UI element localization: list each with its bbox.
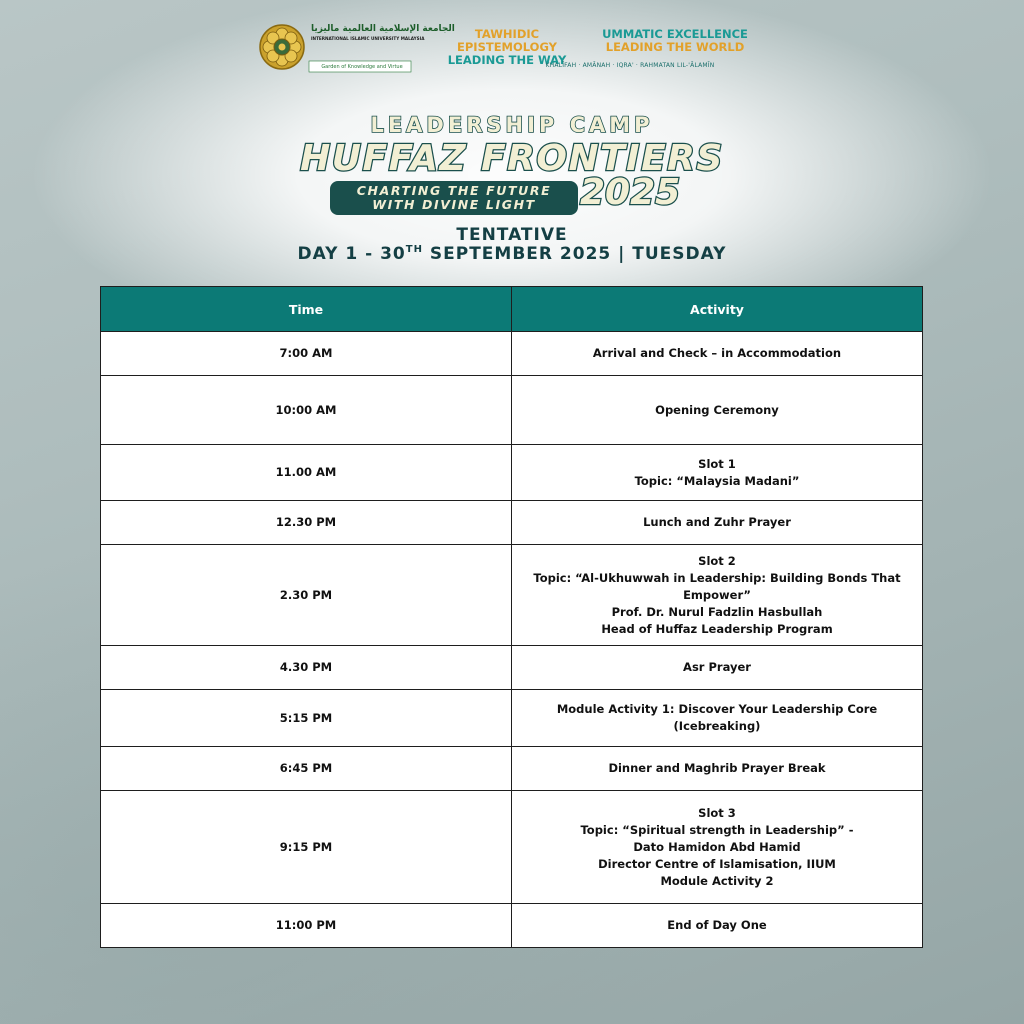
activity-line: Dinner and Maghrib Prayer Break	[608, 761, 826, 775]
activity-cell	[512, 904, 923, 948]
slogan-ummatic-line2: LEADING THE WORLD	[605, 40, 745, 54]
slogan-ummatic-line1: UMMATIC EXCELLENCE	[602, 27, 748, 41]
time-cell: 11.00 AM	[101, 445, 512, 501]
activity-line: Empower”	[683, 587, 751, 602]
activity-line: Head of Huffaz Leadership Program	[601, 621, 833, 636]
page-header	[255, 18, 775, 78]
activity-cell	[512, 690, 923, 747]
activity-line: Director Centre of Islamisation, IIUM	[598, 856, 836, 871]
table-row	[101, 445, 923, 501]
table-row	[101, 501, 923, 545]
activity-line: Dato Hamidon Abd Hamid	[633, 839, 801, 854]
tagline-badge	[330, 181, 578, 215]
time-cell: 7:00 AM	[101, 332, 512, 376]
values-line: KHALĪFAH · AMĀNAH · IQRA' · RAHMATAN LIL-'ĀLAMĪN	[545, 62, 715, 69]
activity-cell	[512, 501, 923, 545]
activity-line: Topic: “Malaysia Madani”	[634, 473, 800, 488]
table-row	[101, 376, 923, 445]
day-ordinal-suffix: TH	[405, 244, 423, 255]
camp-label: LEADERSHIP CAMP	[370, 113, 654, 137]
day-prefix: DAY 1 - 30	[297, 244, 406, 264]
table-row	[101, 332, 923, 376]
column-header-time: Time	[101, 287, 512, 332]
table-row	[101, 904, 923, 948]
activity-cell	[512, 747, 923, 791]
table-row	[101, 791, 923, 904]
activity-line: Prof. Dr. Nurul Fadzlin Hasbullah	[611, 604, 823, 619]
schedule-table	[100, 286, 923, 948]
tagline-line2: WITH DIVINE LIGHT	[372, 197, 536, 212]
activity-cell	[512, 545, 923, 646]
time-cell: 2.30 PM	[101, 545, 512, 646]
tentative-label: TENTATIVE	[456, 225, 568, 245]
day-heading	[0, 244, 1024, 264]
time-cell: 4.30 PM	[101, 646, 512, 690]
activity-line: Asr Prayer	[683, 660, 751, 674]
time-cell: 6:45 PM	[101, 747, 512, 791]
time-cell: 9:15 PM	[101, 791, 512, 904]
time-cell: 10:00 AM	[101, 376, 512, 445]
activity-line: Module Activity 1: Discover Your Leadership Core (Icebreaking)	[556, 702, 878, 733]
time-cell: 5:15 PM	[101, 690, 512, 747]
university-motto: Garden of Knowledge and Virtue	[321, 64, 403, 70]
camp-name: HUFFAZ FRONTIERS	[300, 138, 724, 179]
university-english-name: INTERNATIONAL ISLAMIC UNIVERSITY MALAYSIA	[311, 36, 425, 41]
university-logo	[255, 21, 455, 77]
activity-line: Opening Ceremony	[655, 402, 779, 417]
activity-line: Module Activity 2	[660, 873, 774, 888]
slogan-tawhidic-line1: TAWHIDIC EPISTEMOLOGY	[457, 27, 557, 54]
table-row	[101, 747, 923, 791]
activity-line: Slot 1	[698, 456, 736, 471]
tagline-line1: CHARTING THE FUTURE	[356, 183, 552, 198]
activity-line: Topic: “Spiritual strength in Leadership” -	[580, 822, 854, 837]
activity-cell	[512, 332, 923, 376]
table-row	[101, 646, 923, 690]
activity-line: Slot 3	[698, 805, 736, 820]
column-header-activity: Activity	[512, 287, 923, 332]
activity-line: Slot 2	[698, 553, 736, 568]
activity-cell	[512, 445, 923, 501]
time-cell: 11:00 PM	[101, 904, 512, 948]
university-arabic-name: الجامعة الإسلامية العالمية ماليزيا	[311, 24, 455, 34]
table-row	[101, 545, 923, 646]
table-row	[101, 690, 923, 747]
slogan-ummatic	[590, 28, 760, 54]
activity-cell	[512, 376, 923, 445]
activity-cell	[512, 646, 923, 690]
activity-line: Arrival and Check – in Accommodation	[592, 346, 842, 360]
camp-year: 2025	[580, 172, 681, 213]
activity-line: End of Day One	[667, 918, 767, 932]
day-suffix: SEPTEMBER 2025 | TUESDAY	[422, 244, 727, 264]
slogan-tawhidic-line2: LEADING THE WAY	[447, 53, 567, 67]
activity-cell	[512, 791, 923, 904]
activity-line: Topic: “Al-Ukhuwwah in Leadership: Building Bonds That	[533, 570, 901, 585]
activity-line: Lunch and Zuhr Prayer	[643, 515, 791, 529]
table-header-row	[101, 287, 923, 332]
time-cell: 12.30 PM	[101, 501, 512, 545]
